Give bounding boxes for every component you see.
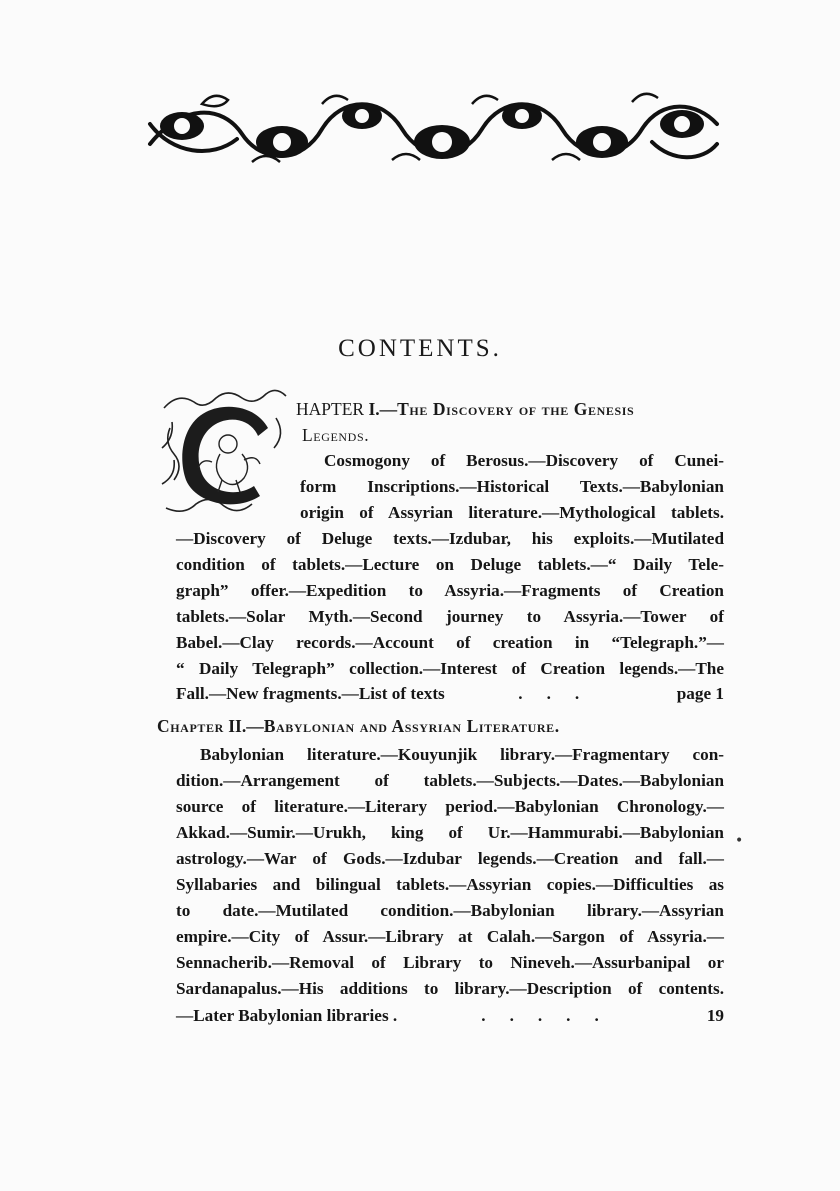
chapter-2-line: Syllabaries and bilingual tablets.—Assyrian copies.—Difficulties as <box>176 875 724 894</box>
chapter-1-last-line: Fall.—New fragments.—List of texts <box>176 684 445 703</box>
chapter-2-line: Akkad.—Sumir.—Urukh, king of Ur.—Hammurabi.—Babylonian <box>176 823 724 842</box>
margin-speck: • <box>735 833 744 849</box>
chapter-1-line: “ Daily Telegraph” collection.—Interest of Creation legends.—The <box>176 659 724 678</box>
dot-leader: ... <box>518 684 604 703</box>
chapter-1-number: I. <box>368 399 380 419</box>
chapter-1-heading: HAPTER I.—The Discovery of the Genesis <box>296 399 635 419</box>
chapter-1-line: Cosmogony of Berosus.—Discovery of Cunei- <box>324 451 724 470</box>
chapter-1-toc-row <box>176 684 724 704</box>
chapter-2-page: 19 <box>706 1006 724 1025</box>
chapter-2-line: Sardanapalus.—His additions to library.—Description of contents. <box>176 979 724 998</box>
chapter-2-line: astrology.—War of Gods.—Izdubar legends.—Creation and fall.— <box>176 849 724 868</box>
chapter-1-line: origin of Assyrian literature.—Mythological tablets. <box>300 503 724 522</box>
chapter-1-title-continued: Legends. <box>302 425 370 445</box>
chapter-2-title: Babylonian and Assyrian Literature. <box>263 716 560 736</box>
chapter-1-line: tablets.—Solar Myth.—Second journey to Assyria.—Tower of <box>176 607 724 626</box>
chapter-1-line: Babel.—Clay records.—Account of creation in “Telegraph.”— <box>176 633 724 652</box>
page-title: CONTENTS. <box>338 334 502 362</box>
chapter-2-line: empire.—City of Assur.—Library at Calah.—Sargon of Assyria.— <box>176 927 724 946</box>
chapter-1-title: The Discovery of the Genesis <box>397 399 635 419</box>
dot-leader: ..... <box>481 1006 623 1025</box>
chapter-2-heading-word: Chapter <box>157 716 224 736</box>
chapter-2-heading: Chapter II.—Babylonian and Assyrian Literature. <box>157 716 560 736</box>
chapter-1-line: condition of tablets.—Lecture on Deluge tablets.—“ Daily Tele- <box>176 555 724 574</box>
chapter-2-line: source of literature.—Literary period.—Babylonian Chronology.— <box>176 797 724 816</box>
headpiece-ornament <box>142 84 724 168</box>
chapter-2-toc-row <box>176 1006 724 1026</box>
chapter-2-line: Sennacherib.—Removal of Library to Nineveh.—Assurbanipal or <box>176 953 724 972</box>
illuminated-initial-c-with-cherub <box>156 388 292 524</box>
chapter-2-line: dition.—Arrangement of tablets.—Subjects.—Dates.—Babylonian <box>176 771 724 790</box>
chapter-2-line: Babylonian literature.—Kouyunjik library.—Fragmentary con- <box>200 745 724 764</box>
chapter-1-heading-word: HAPTER <box>296 399 365 419</box>
chapter-1-line: graph” offer.—Expedition to Assyria.—Fragments of Creation <box>176 581 724 600</box>
chapter-2-line: to date.—Mutilated condition.—Babylonian library.—Assyrian <box>176 901 724 920</box>
chapter-1-line: —Discovery of Deluge texts.—Izdubar, his exploits.—Mutilated <box>176 529 724 548</box>
chapter-1-page: page 1 <box>676 684 724 703</box>
chapter-2-number: II. <box>228 716 247 736</box>
chapter-2-last-line: —Later Babylonian libraries . <box>176 1006 398 1025</box>
chapter-1-line: form Inscriptions.—Historical Texts.—Babylonian <box>300 477 724 496</box>
